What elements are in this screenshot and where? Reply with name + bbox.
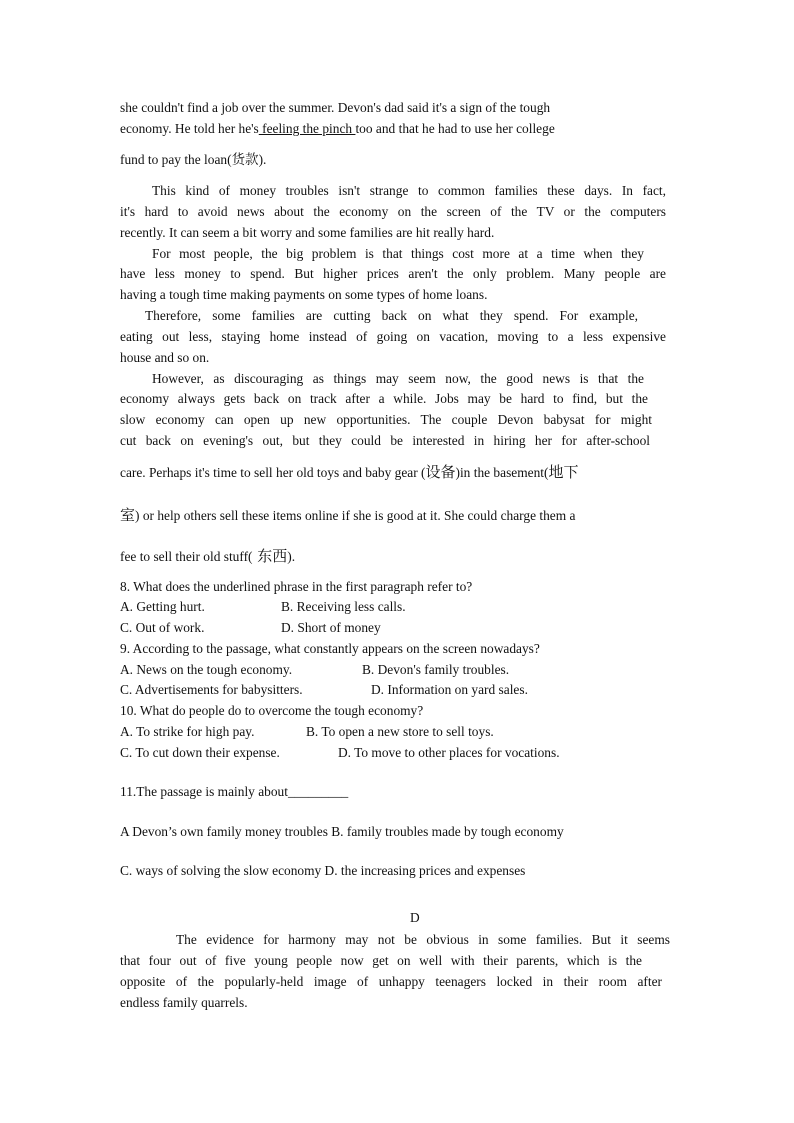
passage-line: slow economy can open up new opportunities. The couple Devon babysat for might (120, 412, 652, 427)
option-d: D. To move to other places for vocations. (338, 745, 560, 760)
chinese-gloss: 室 (120, 506, 136, 524)
passage-line: cut back on evening's out, but they could be interested in hiring her for after-school (120, 433, 650, 448)
chinese-gloss: 东西 (252, 547, 288, 565)
passage-line (120, 120, 555, 138)
option-a: A. Getting hurt. (120, 599, 205, 614)
passage-line: house and so on. (120, 350, 210, 365)
question-stem: 9. According to the passage, what constantly appears on the screen nowadays? (120, 641, 540, 656)
underlined-phrase: feeling the pinch (258, 121, 356, 136)
text-segment: fund to pay the loan( (120, 152, 232, 167)
option-d: D. Short of money (281, 620, 381, 635)
passage-line: she couldn't find a job over the summer. Devon's dad said it's a sign of the tough (120, 100, 551, 115)
text-segment: care. Perhaps it's time to sell her old toys and baby gear ( (120, 465, 426, 480)
passage-line (120, 547, 295, 566)
passage-line (120, 506, 575, 525)
question-stem: 11.The passage is mainly about_________ (120, 784, 349, 799)
passage-line: opposite of the popularly-held image of unhappy teenagers locked in their room after (120, 974, 662, 989)
passage-line: it's hard to avoid news about the economy on the screen of the TV or the computers (120, 204, 666, 219)
question-stem: 8. What does the underlined phrase in the first paragraph refer to? (120, 579, 473, 594)
passage-line (120, 151, 266, 169)
passage-line: However, as discouraging as things may seem now, the good news is that the (152, 371, 644, 386)
text-segment: )in the basement( (455, 465, 549, 480)
passage-line: This kind of money troubles isn't strange to common families these days. In fact, (152, 183, 666, 198)
passage-line: economy always gets back on track after a while. Jobs may be hard to find, but the (120, 391, 648, 406)
passage-line: The evidence for harmony may not be obvious in some families. But it seems (176, 932, 670, 947)
passage-line: Therefore, some families are cutting back on what they spend. For example, (145, 308, 638, 323)
text-segment: economy. He told her he's (120, 121, 259, 136)
question-stem: 10. What do people do to overcome the tough economy? (120, 703, 424, 718)
passage-line: For most people, the big problem is that things cost more at a time when they (152, 246, 644, 261)
option-b: B. Receiving less calls. (281, 599, 406, 614)
text-segment: too and that he had to use her college (355, 121, 555, 136)
passage-line: eating out less, staying home instead of going on vacation, moving to a less expensive (120, 329, 666, 344)
text-segment: ). (287, 549, 296, 564)
options-c-d: C. ways of solving the slow economy D. the increasing prices and expenses (120, 863, 526, 878)
passage-line: recently. It can seem a bit worry and some families are hit really hard. (120, 225, 495, 240)
passage-line: that four out of five young people now get on well with their parents, which is the (120, 953, 642, 968)
passage-line (120, 463, 578, 482)
passage-line: have less money to spend. But higher prices aren't the only problem. Many people are (120, 266, 666, 281)
text-segment: ). (258, 152, 267, 167)
option-d: D. Information on yard sales. (371, 682, 528, 697)
passage-line: having a tough time making payments on some types of home loans. (120, 287, 488, 302)
chinese-gloss: 货款 (231, 152, 259, 168)
option-a: A. News on the tough economy. (120, 662, 293, 677)
section-heading: D (410, 910, 420, 925)
option-a: A. To strike for high pay. (120, 724, 255, 739)
option-b: B. To open a new store to sell toys. (306, 724, 494, 739)
option-c: C. Out of work. (120, 620, 205, 635)
text-segment: fee to sell their old stuff( (120, 549, 253, 564)
chinese-gloss: 设备 (425, 463, 456, 481)
passage-line: endless family quarrels. (120, 995, 248, 1010)
chinese-gloss: 地下 (548, 463, 579, 481)
text-segment: ) or help others sell these items online if she is good at it. She could charge them a (135, 508, 576, 523)
option-c: C. To cut down their expense. (120, 745, 280, 760)
options-a-b: A Devon’s own family money troubles B. family troubles made by tough economy (120, 824, 564, 839)
option-c: C. Advertisements for babysitters. (120, 682, 303, 697)
option-b: B. Devon's family troubles. (362, 662, 510, 677)
